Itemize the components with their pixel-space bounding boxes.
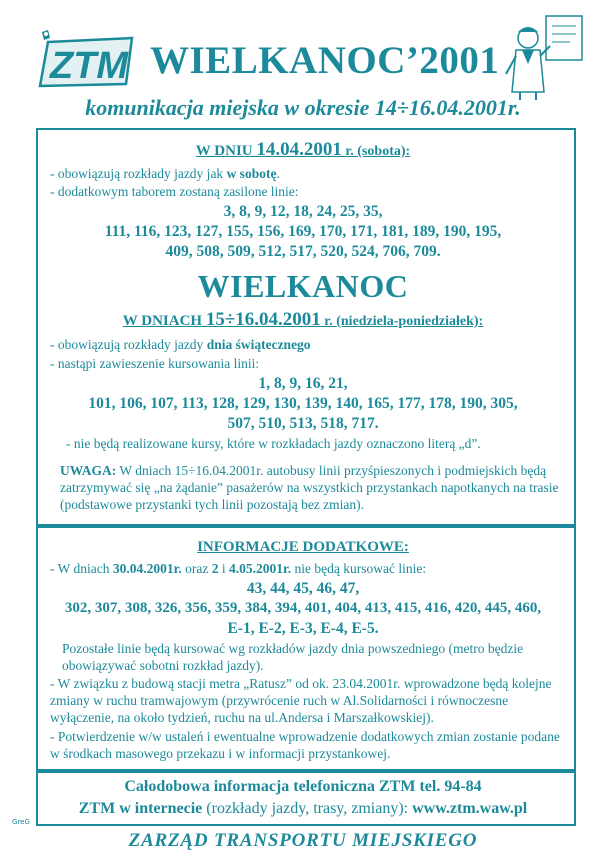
page-title: WIELKANOC’2001 — [150, 39, 500, 82]
page-subtitle: komunikacja miejska w okresie 14÷16.04.2001r. — [85, 95, 521, 120]
contact-phone: Całodobowa informacja telefoniczna ZTM tel. 94-84 — [124, 778, 482, 795]
section3-lines-row2: 302, 307, 308, 326, 356, 359, 384, 394, 401, 404, 413, 415, 416, 420, 445, 460, — [64, 600, 542, 616]
section1-item1: - obowiązują rozkłady jazdy jak w sobotę. — [50, 166, 280, 181]
section2-lines-row3: 507, 510, 513, 518, 717. — [227, 415, 379, 432]
section3-para2: - W związku z budową stacji metra „Ratusz” od ok. 23.04.2001r. wprowadzone będą kolejne zmiany w ruchu tramwajowym (przywrócenie ruch w Al.Solidarności i równoczesne wyłączenie, na około tydzień, ruchu na ul.Andersa i Marszałkowskiej). — [50, 676, 552, 725]
section3-item1: - W dniach 30.04.2001r. oraz 2 i 4.05.2001r. nie będą kursować linie: — [50, 561, 427, 576]
logo-text: ZTM — [50, 45, 129, 87]
section3-para1: Pozostałe linie będą kursować wg rozkładów jazdy dnia powszedniego (metro będzie obowiązywać sobotni rozkład jazdy). — [62, 641, 524, 673]
ztm-logo — [34, 28, 138, 90]
section2-uwaga: UWAGA: W dniach 15÷16.04.2001r. autobusy linii przyśpieszonych i podmiejskich będą zatrzymywać się „na żądanie” pasażerów na wszystkich przystankach napotkanych na trasie (podstawowe przystanki tych linii pozostają bez zmian). — [60, 463, 559, 512]
contact-internet: ZTM w internecie (rozkłady jazdy, trasy, zmiany): www.ztm.waw.pl — [78, 800, 528, 817]
section3-lines-row1: 43, 44, 45, 46, 47, — [246, 580, 360, 597]
signature: GreG — [12, 818, 30, 826]
section2-lines-row2: 101, 106, 107, 113, 128, 129, 130, 139, 140, 165, 177, 178, 190, 305, — [88, 395, 518, 412]
section2-note: - nie będą realizowane kursy, które w rozkładach jazdy oznaczono literą „d”. — [66, 436, 481, 451]
section3-para3: - Potwierdzenie w/w ustaleń i ewentualne wprowadzenie dodatkowych zmian zostanie podane w środkach masowego przekazu i w informacji przystankowej. — [50, 729, 560, 761]
section3-lines-row3: E-1, E-2, E-3, E-4, E-5. — [227, 620, 379, 637]
section1-item2: - dodatkowym taborem zostaną zasilone linie: — [50, 184, 299, 199]
section2-title: WIELKANOC — [197, 268, 409, 304]
section1-heading: W DNIU 14.04.2001 r. (sobota): — [195, 139, 411, 160]
website-link[interactable]: www.ztm.waw.pl — [412, 800, 528, 817]
section1-lines-row2: 111, 116, 123, 127, 155, 156, 169, 170, 171, 181, 189, 190, 195, — [104, 223, 502, 240]
section3-heading: INFORMACJE DODATKOWE: — [197, 539, 409, 555]
section2-lines-row1: 1, 8, 9, 16, 21, — [258, 375, 348, 392]
footer-org-name: ZARZĄD TRANSPORTU MIEJSKIEGO — [128, 830, 478, 851]
section1-lines-row3: 409, 508, 509, 512, 517, 520, 524, 706, 709. — [165, 243, 441, 260]
section2-heading: W DNIACH 15÷16.04.2001 r. (niedziela-poniedziałek): — [122, 309, 484, 330]
section1-lines-row1: 3, 8, 9, 12, 18, 24, 25, 35, — [223, 203, 383, 220]
section2-item2: - nastąpi zawieszenie kursowania linii: — [50, 356, 260, 371]
conductor-mascot-icon — [500, 12, 586, 102]
section2-item1: - obowiązują rozkłady jazdy dnia świątecznego — [50, 337, 311, 352]
